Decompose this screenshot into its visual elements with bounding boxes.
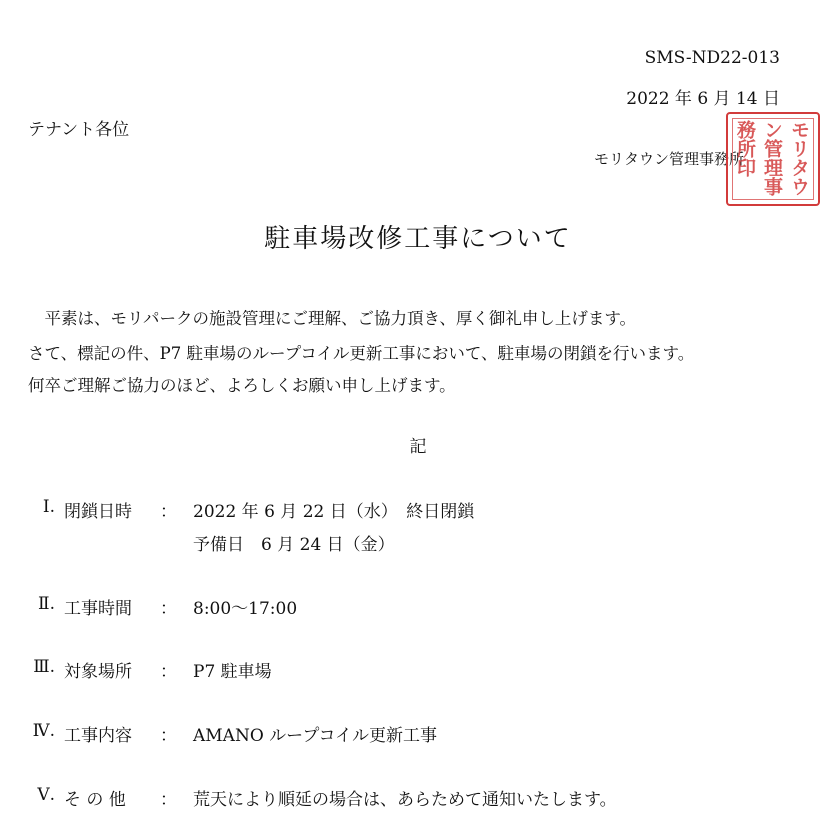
item-value: 荒天により順延の場合は、あらためて通知いたします。 <box>193 790 617 810</box>
item-colon: ： <box>160 502 177 522</box>
page-title: 駐車場改修工事について <box>264 224 572 254</box>
item-number: Ⅱ. <box>38 594 55 614</box>
item-number: Ⅲ. <box>33 657 55 677</box>
item-label: 工事内容 <box>64 726 132 746</box>
item-number: Ⅳ. <box>32 721 55 741</box>
item-number: Ⅴ. <box>37 785 55 805</box>
body-line-1: 平素は、モリパークの施設管理にご理解、ご協力頂き、厚く御礼申し上げます。 <box>28 309 637 328</box>
seal-stamp <box>726 112 820 206</box>
document-date: 2022 年 6 月 14 日 <box>626 89 780 109</box>
item-value: 8:00〜17:00 <box>193 599 298 619</box>
item-colon: ： <box>160 790 177 810</box>
item-number: Ⅰ. <box>42 497 55 517</box>
body-line-2: さて、標記の件、P7 駐車場のループコイル更新工事において、駐車場の閉鎖を行います。 <box>28 344 695 363</box>
seal-text: モリタウン管理事務所印 <box>734 120 810 196</box>
item-label: そ の 他 <box>64 790 126 810</box>
item-label: 閉鎖日時 <box>64 502 132 522</box>
item-colon: ： <box>160 662 177 682</box>
sender: モリタウン管理事務所 <box>594 150 745 168</box>
item-value-secondary: 予備日 6 月 24 日（金） <box>193 535 395 555</box>
item-colon: ： <box>160 599 177 619</box>
addressee: テナント各位 <box>28 120 130 140</box>
item-label: 対象場所 <box>64 662 132 682</box>
body-line-3: 何卒ご理解ご協力のほど、よろしくお願い申し上げます。 <box>28 376 456 395</box>
ki-heading: 記 <box>409 437 427 457</box>
item-value: P7 駐車場 <box>193 662 272 682</box>
document-number: SMS-ND22-013 <box>644 48 780 68</box>
item-value: 2022 年 6 月 22 日（水） 終日閉鎖 <box>193 502 475 522</box>
item-label: 工事時間 <box>64 599 132 619</box>
item-value: AMANO ループコイル更新工事 <box>193 726 437 746</box>
item-colon: ： <box>160 726 177 746</box>
